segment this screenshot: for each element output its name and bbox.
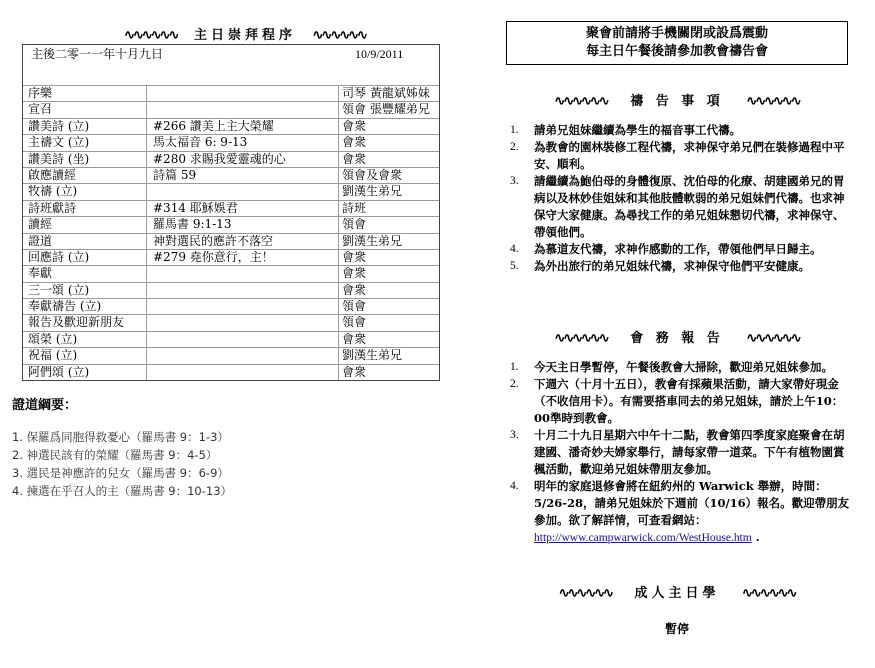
worship-item: 證道 — [23, 234, 147, 249]
worship-content — [147, 315, 339, 330]
date-row — [23, 45, 439, 85]
worship-content — [147, 184, 339, 199]
affairs-item — [510, 359, 850, 376]
sermon-outline-item: 1. 保羅爲同胞得救憂心（羅馬書 9：1-3） — [12, 430, 229, 444]
sermon-outline-title: 證道綱要： — [12, 398, 78, 413]
sermon-outline-item: 3. 選民是神應許的兒女（羅馬書 9：6-9） — [12, 466, 229, 480]
worship-content — [147, 283, 339, 298]
item-text-body: 明年的家庭退修會將在紐約州的 Warwick 舉辦，時間：5/26-28，請弟兄姐妹於下週前（10/16）報名。歡迎帶朋友參加。欲了解詳情，可查看網站： — [534, 479, 850, 527]
item-text — [534, 478, 850, 547]
worship-row — [23, 265, 439, 281]
worship-content: 馬太福音 6: 9-13 — [147, 135, 339, 150]
item-text: 今天主日學暫停，午餐後教會大掃除，歡迎弟兄姐妹參加。 — [534, 360, 833, 374]
item-text: 十月二十九日星期六中午十二點，教會第四季度家庭聚會在胡建國、潘奇妙夫婦家舉行，請每家帶一道菜。下午有植物園賞楓活動，歡迎弟兄姐妹帶朋友參加。 — [534, 428, 845, 476]
worship-row — [23, 216, 439, 232]
prayer-item — [510, 241, 850, 258]
worship-row — [23, 134, 439, 150]
notice-line-1: 聚會前請將手機關閉或設爲震動 — [585, 26, 768, 41]
adult-sunday-school-heading — [506, 582, 848, 601]
prayer-item — [510, 139, 850, 173]
worship-person: 會衆 — [342, 118, 367, 133]
worship-person: 詩班 — [342, 200, 367, 215]
worship-item: 奉獻禱告 (立) — [23, 299, 147, 314]
item-number: 2. — [510, 141, 519, 153]
affairs-list — [510, 359, 850, 547]
item-number: 2. — [510, 378, 519, 390]
worship-rows — [23, 85, 439, 380]
worship-item: 回應詩 (立) — [23, 250, 147, 265]
worship-item: 牧禱 (立) — [23, 184, 147, 199]
prayer-heading — [506, 90, 848, 109]
item-text: 為教會的園林裝修工程代禱，求神保守弟兄們在裝修過程中平安、順利。 — [534, 140, 845, 171]
prayer-item — [510, 173, 850, 241]
camp-website-link[interactable]: http://www.campwarwick.com/WestHouse.htm — [534, 532, 752, 544]
worship-item: 讚美詩 (坐) — [23, 152, 147, 167]
worship-row — [23, 151, 439, 167]
worship-item: 頌榮 (立) — [23, 332, 147, 347]
worship-person: 領會 — [342, 299, 367, 314]
worship-content: 羅馬書 9:1-13 — [147, 217, 339, 232]
date-chinese: 主後二零一一年十月九日 — [31, 47, 164, 61]
item-text: 為慕道友代禱，求神作感動的工作，帶領他們早日歸主。 — [534, 242, 822, 256]
item-text: 為外出旅行的弟兄姐妹代禱，求神保守他們平安健康。 — [534, 259, 810, 273]
link-suffix: . — [751, 530, 760, 544]
worship-row — [23, 314, 439, 330]
sermon-outline-item: 4. 揀選在乎召人的主（羅馬書 9：10-13） — [12, 484, 233, 498]
worship-item: 主禱文 (立) — [23, 135, 147, 150]
date-english: 10/9/2011 — [355, 47, 404, 61]
worship-item: 啟應讀經 — [23, 168, 147, 183]
worship-person: 會衆 — [342, 266, 367, 281]
worship-row — [23, 298, 439, 314]
worship-person: 領會 — [342, 217, 367, 232]
worship-row — [23, 347, 439, 363]
item-number: 1. — [510, 124, 519, 136]
worship-row — [23, 118, 439, 134]
ornament-left: ∿∿∿∿∿∿ — [554, 94, 608, 109]
worship-content: #314 耶穌娛君 — [147, 201, 339, 216]
sermon-outline-list — [12, 428, 232, 500]
worship-content — [147, 86, 339, 101]
worship-person: 會衆 — [342, 135, 367, 150]
worship-row — [23, 364, 439, 380]
worship-person: 會衆 — [342, 249, 367, 264]
worship-item: 序樂 — [23, 86, 147, 101]
worship-content: #280 求賜我愛靈魂的心 — [147, 152, 339, 167]
adult-sunday-school-title: 成人主日學 — [634, 586, 720, 601]
sermon-outline-item: 2. 神選民該有的榮耀（羅馬書 9：4-5） — [12, 448, 218, 462]
item-text: 下週六（十月十五日），教會有採蘋果活動，請大家帶好現金（不收信用卡）。有需要搭車同去的弟兄姐妹，請於上午10：00準時到教會。 — [534, 377, 844, 425]
worship-item: 詩班獻詩 — [23, 201, 147, 216]
ornament-right: ∿∿∿∿∿∿ — [746, 94, 800, 109]
worship-item: 宣召 — [23, 102, 147, 117]
worship-person: 領會 張豐耀弟兄 — [342, 102, 430, 117]
worship-content: 神對選民的應許不落空 — [147, 234, 339, 249]
worship-person: 會衆 — [342, 331, 367, 346]
affairs-item — [510, 427, 850, 478]
worship-content: 詩篇 59 — [147, 168, 339, 183]
worship-content — [147, 299, 339, 314]
worship-item: 三一頌 (立) — [23, 283, 147, 298]
prayer-title: 禱 告 事 項 — [630, 94, 724, 109]
worship-item: 奉獻 — [23, 266, 147, 281]
item-number: 4. — [510, 480, 519, 492]
item-text: 請弟兄姐妹繼續為學生的福音事工代禱。 — [534, 123, 741, 137]
worship-content — [147, 332, 339, 347]
worship-row — [23, 183, 439, 199]
worship-person: 司琴 黃龍斌姊妹 — [342, 86, 430, 100]
worship-person: 會衆 — [342, 151, 367, 166]
worship-content — [147, 102, 339, 117]
worship-item: 阿們頌 (立) — [23, 365, 147, 380]
worship-row — [23, 331, 439, 347]
worship-person: 領會及會衆 — [342, 167, 403, 182]
worship-row — [23, 85, 439, 101]
adult-sunday-school-status: 暫停 — [664, 622, 689, 636]
worship-item: 報告及歡迎新朋友 — [23, 315, 147, 330]
worship-order-table — [22, 44, 440, 381]
worship-row — [23, 101, 439, 117]
worship-person: 會衆 — [342, 282, 367, 297]
notice-box — [506, 21, 848, 65]
worship-person: 會衆 — [342, 364, 367, 379]
item-number: 3. — [510, 175, 519, 187]
affairs-heading — [506, 327, 848, 346]
ornament-right: ∿∿∿∿∿∿ — [746, 331, 800, 346]
item-number: 4. — [510, 243, 519, 255]
worship-person: 劉漢生弟兄 — [342, 348, 403, 363]
affairs-item — [510, 478, 850, 547]
worship-person: 劉漢生弟兄 — [342, 233, 403, 248]
worship-content — [147, 348, 339, 363]
worship-row — [23, 233, 439, 249]
worship-row — [23, 167, 439, 183]
ornament-left: ∿∿∿∿∿∿ — [558, 586, 612, 601]
ornament-right: ∿∿∿∿∿∿ — [312, 28, 366, 43]
item-number: 3. — [510, 429, 519, 441]
worship-content — [147, 266, 339, 281]
item-number: 5. — [510, 260, 519, 272]
worship-person: 領會 — [342, 315, 367, 330]
worship-row — [23, 249, 439, 265]
worship-content — [147, 365, 339, 380]
prayer-item — [510, 122, 850, 139]
worship-row — [23, 200, 439, 216]
worship-item: 讚美詩 (立) — [23, 119, 147, 134]
worship-order-heading — [80, 24, 410, 43]
worship-person: 劉漢生弟兄 — [342, 184, 403, 199]
affairs-title: 會 務 報 告 — [630, 331, 724, 346]
worship-row — [23, 282, 439, 298]
worship-content: #266 讚美上主大榮耀 — [147, 119, 339, 134]
worship-item: 祝福 (立) — [23, 348, 147, 363]
worship-order-title: 主日崇拜程序 — [193, 28, 296, 43]
item-number: 1. — [510, 361, 519, 373]
worship-content: #279 堯你意行，主！ — [147, 250, 339, 265]
ornament-left: ∿∿∿∿∿∿ — [124, 28, 178, 43]
ornament-left: ∿∿∿∿∿∿ — [554, 331, 608, 346]
affairs-item — [510, 376, 850, 427]
notice-line-2: 每主日午餐後請參加教會禱告會 — [585, 44, 768, 59]
item-text: 請繼續為鮑伯母的身體復原、沈伯母的化療、胡建國弟兄的胃病以及林妙佳姐妹和其他肢體軟弱的弟兄姐妹們代禱。也求神保守大家健康。為尋找工作的弟兄姐妹懇切代禱，求神保守、帶領他們。 — [534, 174, 845, 239]
prayer-list — [510, 122, 850, 275]
worship-item: 讀經 — [23, 217, 147, 232]
prayer-item — [510, 258, 850, 275]
ornament-right: ∿∿∿∿∿∿ — [742, 586, 796, 601]
